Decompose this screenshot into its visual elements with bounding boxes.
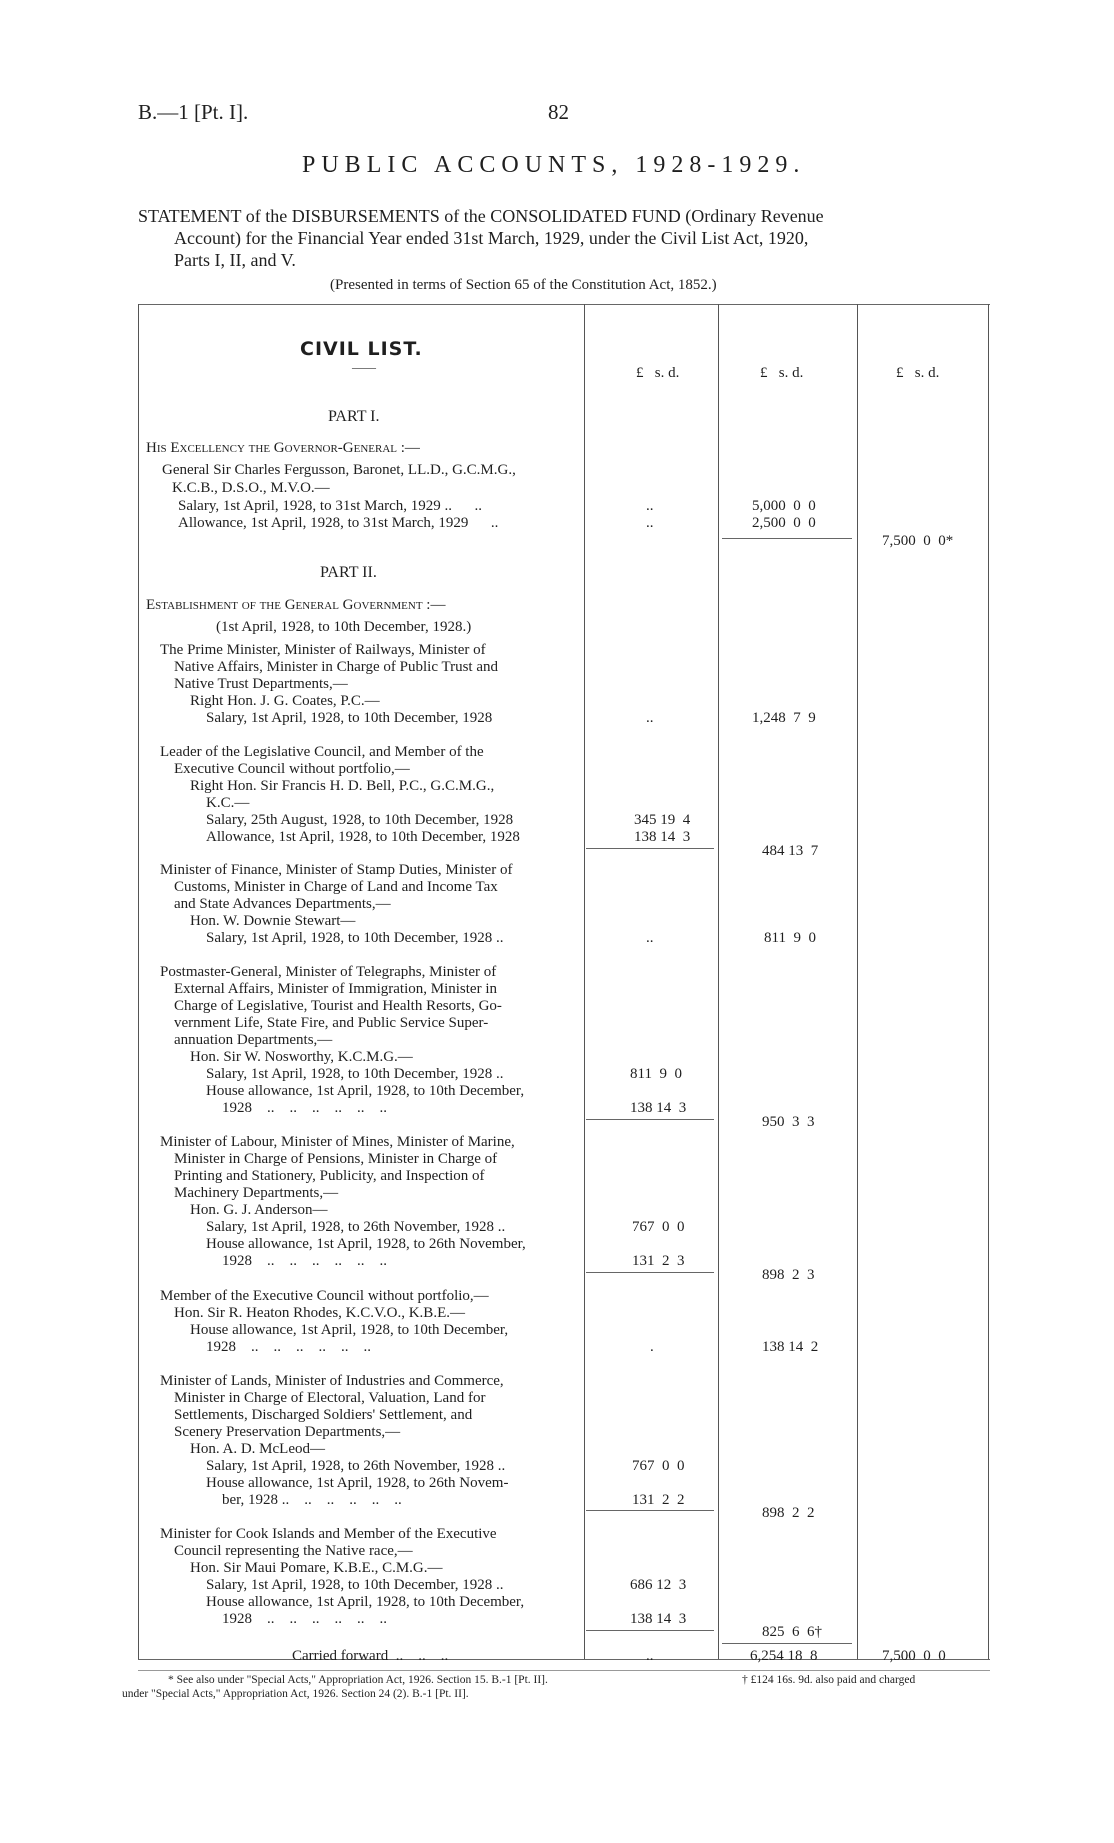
table-bottom-rule xyxy=(138,1659,990,1660)
leader-subtotal-rule xyxy=(586,848,714,849)
part2-heading: PART II. xyxy=(320,564,377,581)
exec-allowance-cont: 1928 .. .. .. .. .. .. xyxy=(206,1339,371,1355)
pm-line-1: The Prime Minister, Minister of Railways, Minister of xyxy=(160,642,486,658)
labour-allowance-col1: 131 2 3 xyxy=(632,1253,685,1269)
governor-salary-col2: 5,000 0 0 xyxy=(752,498,816,514)
labour-allowance-cont: 1928 .. .. .. .. .. .. xyxy=(222,1253,387,1269)
labour-salary-col1: 767 0 0 xyxy=(632,1219,685,1235)
postmaster-line-5: annuation Departments,— xyxy=(174,1032,333,1048)
finance-line-2: Customs, Minister in Charge of Land and Income Tax xyxy=(174,879,498,895)
leader-line-3: Right Hon. Sir Francis H. D. Bell, P.C., G.C.M.G., xyxy=(190,778,495,794)
postmaster-col2: 950 3 3 xyxy=(762,1114,815,1130)
heading-dash: —— xyxy=(352,360,376,374)
footnote-dagger: † £124 16s. 9d. also paid and charged xyxy=(742,1674,916,1686)
lands-allowance: House allowance, 1st April, 1928, to 26th Novem- xyxy=(206,1475,509,1491)
cook-col2: 825 6 6† xyxy=(762,1624,822,1640)
postmaster-salary: Salary, 1st April, 1928, to 10th December, 1928 .. xyxy=(206,1066,504,1082)
leader-line-4: K.C.— xyxy=(206,795,250,811)
cook-line-1: Minister for Cook Islands and Member of the Executive xyxy=(160,1526,497,1542)
col1-units: £ s. d. xyxy=(636,365,680,381)
table-right-rule xyxy=(988,304,989,1659)
footnote-rule xyxy=(138,1670,990,1671)
pm-line-3: Native Trust Departments,— xyxy=(174,676,348,692)
leader-salary: Salary, 25th August, 1928, to 10th December, 1928 xyxy=(206,812,514,828)
postmaster-line-6: Hon. Sir W. Nosworthy, K.C.M.G.— xyxy=(190,1049,413,1065)
part1-total: 7,500 0 0* xyxy=(882,533,954,549)
governor-line-2: K.C.B., D.S.O., M.V.O.— xyxy=(172,480,330,496)
lands-line-3: Settlements, Discharged Soldiers' Settlement, and xyxy=(174,1407,473,1423)
pm-col2: 1,248 7 9 xyxy=(752,710,816,726)
col3-units: £ s. d. xyxy=(896,365,940,381)
footnote-star-line-2: under "Special Acts," Appropriation Act, 1926. Section 24 (2). B.-1 [Pt. II]. xyxy=(122,1688,469,1700)
carried-forward-col1: .. xyxy=(646,1648,654,1664)
lands-subtotal-rule xyxy=(586,1510,714,1511)
leader-col2: 484 13 7 xyxy=(762,843,819,859)
governor-salary: Salary, 1st April, 1928, to 31st March, 1929 .. .. xyxy=(178,498,483,514)
labour-line-4: Machinery Departments,— xyxy=(174,1185,339,1201)
statement-line-3: Parts I, II, and V. xyxy=(174,250,296,270)
footnote-star-line-1: * See also under "Special Acts," Appropriation Act, 1926. Section 15. B.-1 [Pt. II]. xyxy=(168,1674,548,1686)
lands-line-5: Hon. A. D. McLeod— xyxy=(190,1441,325,1457)
leader-line-1: Leader of the Legislative Council, and Member of the xyxy=(160,744,484,760)
governor-line-1: General Sir Charles Fergusson, Baronet, LL.D., G.C.M.G., xyxy=(162,462,516,478)
leader-allowance: Allowance, 1st April, 1928, to 10th December, 1928 xyxy=(206,829,520,845)
pm-line-2: Native Affairs, Minister in Charge of Public Trust and xyxy=(174,659,499,675)
labour-subtotal-rule xyxy=(586,1272,714,1273)
leader-salary-col1: 345 19 4 xyxy=(634,812,691,828)
civil-list-heading: CIVIL LIST. xyxy=(300,338,423,360)
column-divider-2 xyxy=(718,304,719,1659)
pm-line-4: Right Hon. J. G. Coates, P.C.— xyxy=(190,693,380,709)
table-left-rule xyxy=(138,304,139,1659)
lands-salary: Salary, 1st April, 1928, to 26th November, 1928 .. xyxy=(206,1458,506,1474)
postmaster-line-2: External Affairs, Minister of Immigration, Minister in xyxy=(174,981,497,997)
labour-allowance: House allowance, 1st April, 1928, to 26th November, xyxy=(206,1236,526,1252)
labour-line-2: Minister in Charge of Pensions, Minister in Charge of xyxy=(174,1151,498,1167)
cook-subtotal-rule xyxy=(586,1630,714,1631)
finance-line-1: Minister of Finance, Minister of Stamp Duties, Minister of xyxy=(160,862,513,878)
cook-line-3: Hon. Sir Maui Pomare, K.B.E., C.M.G.— xyxy=(190,1560,443,1576)
carried-forward-rule xyxy=(722,1643,852,1644)
lands-col2: 898 2 2 xyxy=(762,1505,815,1521)
carried-forward-label: Carried forward .. .. .. xyxy=(292,1648,449,1664)
labour-line-3: Printing and Stationery, Publicity, and Inspection of xyxy=(174,1168,485,1184)
part2-section: Establishment of the General Government :— xyxy=(146,597,446,613)
col2-units: £ s. d. xyxy=(760,365,804,381)
column-divider-3 xyxy=(857,304,858,1659)
leader-allowance-col1: 138 14 3 xyxy=(634,829,691,845)
finance-col2: 811 9 0 xyxy=(764,930,816,946)
postmaster-line-1: Postmaster-General, Minister of Telegraphs, Minister of xyxy=(160,964,497,980)
lands-salary-col1: 767 0 0 xyxy=(632,1458,685,1474)
column-divider-1 xyxy=(584,304,585,1659)
postmaster-line-4: vernment Life, State Fire, and Public Service Super- xyxy=(174,1015,489,1031)
cook-allowance-cont: 1928 .. .. .. .. .. .. xyxy=(222,1611,387,1627)
statement-line-2: Account) for the Financial Year ended 31st March, 1929, under the Civil List Act, 1920, xyxy=(174,228,809,248)
finance-col1: .. xyxy=(646,930,654,946)
carried-forward-col2: 6,254 18 8 xyxy=(750,1648,818,1664)
finance-line-3: and State Advances Departments,— xyxy=(174,896,391,912)
cook-salary: Salary, 1st April, 1928, to 10th December, 1928 .. xyxy=(206,1577,504,1593)
finance-line-4: Hon. W. Downie Stewart— xyxy=(190,913,356,929)
postmaster-subtotal-rule xyxy=(586,1119,714,1120)
exec-col1: . xyxy=(650,1339,654,1355)
part1-heading: PART I. xyxy=(328,408,380,425)
leader-line-2: Executive Council without portfolio,— xyxy=(174,761,410,777)
pm-salary: Salary, 1st April, 1928, to 10th December, 1928 xyxy=(206,710,493,726)
lands-line-2: Minister in Charge of Electoral, Valuation, Land for xyxy=(174,1390,486,1406)
postmaster-allowance-cont: 1928 .. .. .. .. .. .. xyxy=(222,1100,387,1116)
part1-subtotal-rule xyxy=(722,538,852,539)
postmaster-allowance-col1: 138 14 3 xyxy=(630,1100,687,1116)
lands-allowance-col1: 131 2 2 xyxy=(632,1492,685,1508)
exec-line-1: Member of the Executive Council without portfolio,— xyxy=(160,1288,489,1304)
labour-col2: 898 2 3 xyxy=(762,1267,815,1283)
labour-line-5: Hon. G. J. Anderson— xyxy=(190,1202,328,1218)
cook-salary-col1: 686 12 3 xyxy=(630,1577,687,1593)
finance-salary: Salary, 1st April, 1928, to 10th December, 1928 .. xyxy=(206,930,504,946)
governor-allowance-col2: 2,500 0 0 xyxy=(752,515,816,531)
carried-forward-col3: 7,500 0 0 xyxy=(882,1648,946,1664)
cook-allowance: House allowance, 1st April, 1928, to 10th December, xyxy=(206,1594,525,1610)
governor-salary-col1: .. xyxy=(646,498,654,514)
labour-salary: Salary, 1st April, 1928, to 26th November, 1928 .. xyxy=(206,1219,506,1235)
postmaster-salary-col1: 811 9 0 xyxy=(630,1066,682,1082)
table-top-rule xyxy=(138,304,990,305)
page-number: 82 xyxy=(548,100,569,124)
governor-allowance: Allowance, 1st April, 1928, to 31st March, 1929 .. xyxy=(178,515,499,531)
governor-allowance-col1: .. xyxy=(646,515,654,531)
exec-allowance: House allowance, 1st April, 1928, to 10th December, xyxy=(190,1322,509,1338)
pm-col1: .. xyxy=(646,710,654,726)
page-title: PUBLIC ACCOUNTS, 1928-1929. xyxy=(302,152,806,178)
part1-section: His Excellency the Governor-General :— xyxy=(146,440,420,456)
postmaster-allowance: House allowance, 1st April, 1928, to 10th December, xyxy=(206,1083,525,1099)
cook-line-2: Council representing the Native race,— xyxy=(174,1543,413,1559)
cook-allowance-col1: 138 14 3 xyxy=(630,1611,687,1627)
exec-line-2: Hon. Sir R. Heaton Rhodes, K.C.V.O., K.B.E.— xyxy=(174,1305,465,1321)
lands-line-1: Minister of Lands, Minister of Industries and Commerce, xyxy=(160,1373,504,1389)
postmaster-line-3: Charge of Legislative, Tourist and Health Resorts, Go- xyxy=(174,998,502,1014)
presented-note: (Presented in terms of Section 65 of the Constitution Act, 1852.) xyxy=(330,277,717,293)
page-reference: B.—1 [Pt. I]. xyxy=(138,100,249,124)
statement-line-1: STATEMENT of the DISBURSEMENTS of the CONSOLIDATED FUND (Ordinary Revenue xyxy=(138,206,824,226)
part2-period: (1st April, 1928, to 10th December, 1928.) xyxy=(216,619,472,635)
lands-line-4: Scenery Preservation Departments,— xyxy=(174,1424,401,1440)
exec-col2: 138 14 2 xyxy=(762,1339,819,1355)
labour-line-1: Minister of Labour, Minister of Mines, Minister of Marine, xyxy=(160,1134,515,1150)
lands-allowance-cont: ber, 1928 .. .. .. .. .. .. xyxy=(222,1492,402,1508)
